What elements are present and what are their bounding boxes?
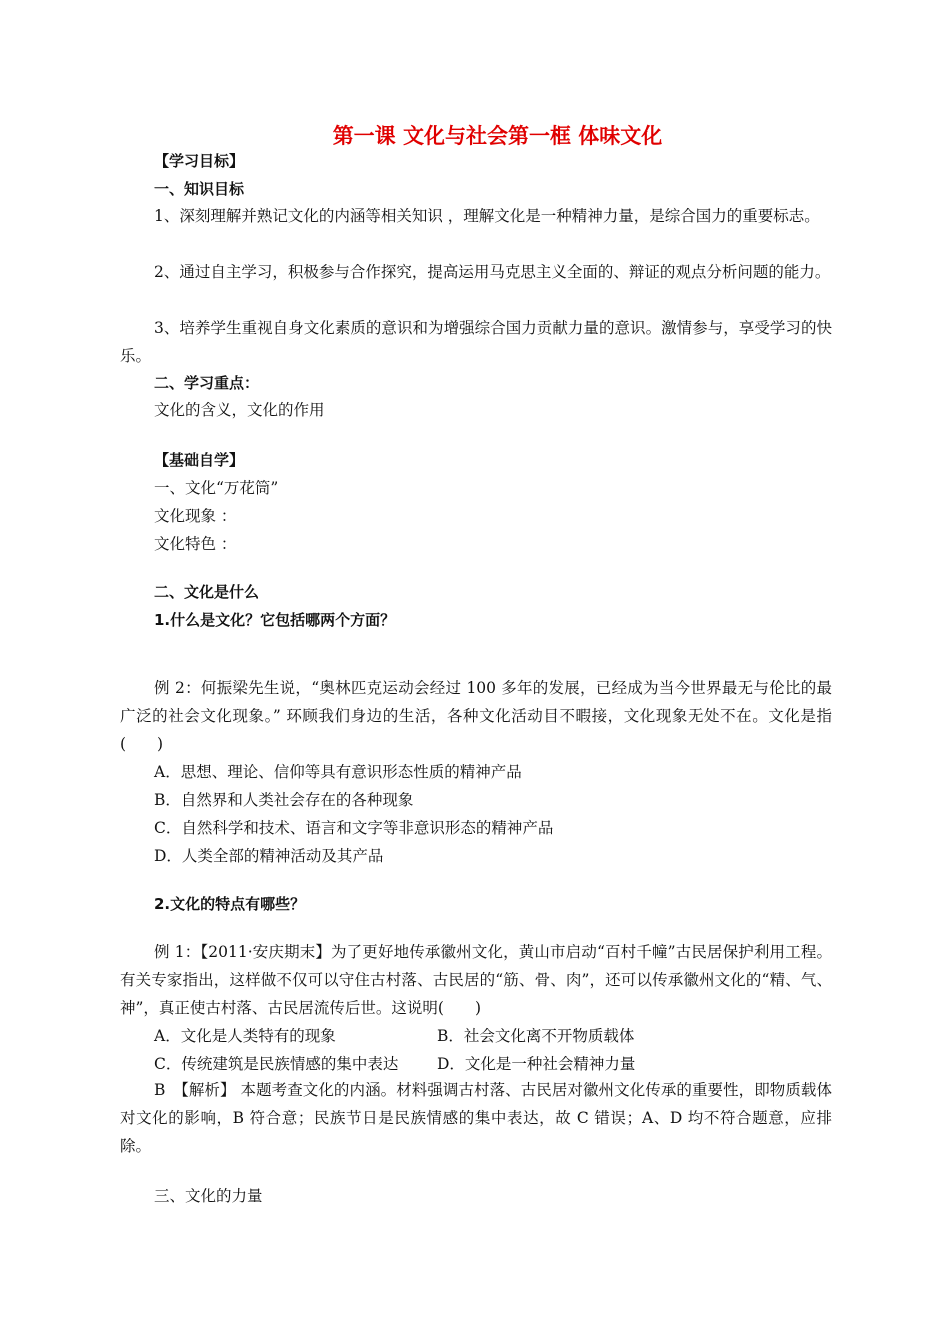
example-1-option-c: C．传统建筑是民族情感的集中表达 bbox=[154, 1055, 399, 1073]
goal-item-2: 2、通过自主学习，积极参与合作探究，提高运用马克思主义全面的、辩证的观点分析问题的能力。 bbox=[154, 263, 831, 281]
goal-item-3: 3、培养学生重视自身文化素质的意识和为增强综合国力贡献力量的意识。激情参与，享受学习的快乐。 bbox=[120, 319, 832, 365]
example-2-option-a: A．思想、理论、信仰等具有意识形态性质的精神产品 bbox=[154, 763, 522, 781]
example-2-text: 例 2：何振梁先生说，“奥林匹克运动会经过 100 多年的发展，已经成为当今世界最无与伦比的最广泛的社会文化现象。” 环顾我们身边的生活，各种文化活动目不暇接，文化现象无处不在。文化是指( ) bbox=[120, 679, 832, 753]
example-1-option-a: A．文化是人类特有的现象 bbox=[154, 1027, 336, 1045]
learning-goals-heading: 【学习目标】 bbox=[154, 152, 245, 170]
learning-focus-text: 文化的含义，文化的作用 bbox=[154, 401, 325, 419]
section-2-heading: 二、文化是什么 bbox=[154, 583, 260, 601]
goal-item-1: 1、深刻理解并熟记文化的内涵等相关知识 ，理解文化是一种精神力量，是综合国力的重要标志。 bbox=[154, 207, 820, 225]
example-2-option-b: B．自然界和人类社会存在的各种现象 bbox=[154, 791, 414, 809]
example-1-option-b: B．社会文化离不开物质载体 bbox=[437, 1027, 635, 1045]
section-1-heading: 一、文化“万花筒” bbox=[154, 479, 279, 497]
example-1-answer-analysis: B 【解析】 本题考查文化的内涵。材料强调古村落、古民居对徽州文化传承的重要性，即物质载体对文化的影响，B 符合意；民族节日是民族情感的集中表达，故 C 错误；A、D 均不符合题意，应排除。 bbox=[120, 1081, 832, 1155]
example-2-option-d: D．人类全部的精神活动及其产品 bbox=[154, 847, 384, 865]
document-title: 第一课 文化与社会第一框 体味文化 bbox=[332, 124, 663, 148]
example-1-option-d: D．文化是一种社会精神力量 bbox=[437, 1055, 636, 1073]
self-study-heading: 【基础自学】 bbox=[154, 451, 245, 469]
question-2: 2.文化的特点有哪些？ bbox=[154, 895, 306, 913]
knowledge-goals-subheading: 一、知识目标 bbox=[154, 180, 245, 198]
example-1-text: 例 1：【2011·安庆期末】为了更好地传承徽州文化，黄山市启动“百村千幢”古民居保护利用工程。有关专家指出，这样做不仅可以守住古村落、古民居的“筋、骨、肉”，还可以传承徽州文化的“精、气、神”，真正使古村落、古民居流传后世。这说明( ) bbox=[120, 943, 832, 1017]
culture-phenomenon-label: 文化现象 ： bbox=[154, 507, 237, 525]
question-1: 1.什么是文化？它包括哪两个方面？ bbox=[154, 611, 396, 629]
example-2-option-c: C．自然科学和技术、语言和文字等非意识形态的精神产品 bbox=[154, 819, 554, 837]
culture-feature-label: 文化特色 ： bbox=[154, 535, 237, 553]
section-3-heading: 三、文化的力量 bbox=[154, 1187, 263, 1205]
learning-focus-subheading: 二、学习重点： bbox=[154, 374, 260, 392]
